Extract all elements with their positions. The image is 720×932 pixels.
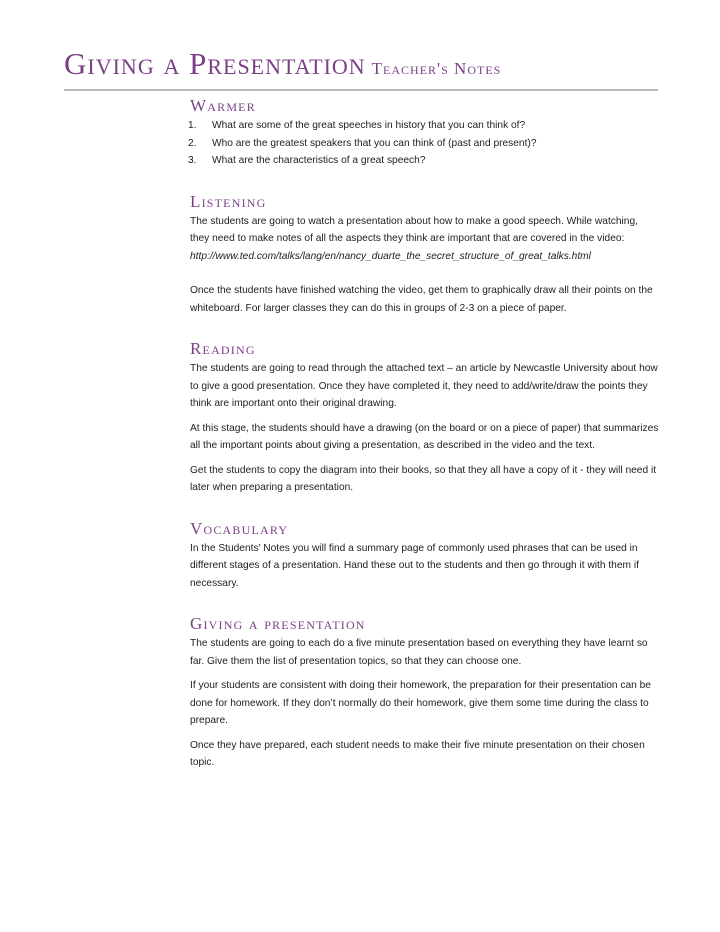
title-subtitle: Teacher's Notes: [371, 59, 502, 78]
warmer-list: [190, 117, 660, 170]
section-reading: [190, 339, 660, 497]
section-warmer: [190, 96, 660, 170]
list-number: 2.: [188, 137, 197, 149]
list-number: 1.: [188, 120, 197, 131]
page-title: [64, 48, 658, 79]
section-heading: Warmer: [190, 96, 256, 115]
list-text: What are some of the great speeches in history that you can think of?: [212, 120, 526, 131]
paragraph: At this stage, the students should have a drawing (on the board or on a piece of paper) that summarizes all the important points about giving a presentation, as described in the video and the text.: [190, 422, 659, 451]
paragraph: The students are going to read through the attached text – an article by Newcastle University about how to give a good presentation. Once they have completed it, they need to add/write/draw the points they think are important onto their original drawing.: [190, 363, 658, 409]
video-link[interactable]: http://www.ted.com/talks/lang/en/nancy_duarte_the_secret_structure_of_great_talks.html: [190, 250, 591, 262]
paragraph: The students are going to watch a presentation about how to make a good speech. While watching, they need to make notes of all the aspects they think are important that are covered in the video:: [190, 215, 638, 244]
section-giving-presentation: [190, 614, 660, 772]
section-heading: Reading: [190, 339, 256, 358]
paragraph: The students are going to each do a five minute presentation based on everything they have learnt so far. Give them the list of presentation topics, so that they can choose one.: [190, 638, 648, 667]
document-header: [64, 48, 658, 91]
list-item: [190, 152, 660, 170]
list-text: Who are the greatest speakers that you can think of (past and present)?: [212, 137, 537, 149]
section-heading: Giving a presentation: [190, 614, 366, 633]
paragraph: Once they have prepared, each student needs to make their five minute presentation on their chosen topic.: [190, 739, 645, 768]
header-divider: [64, 89, 658, 91]
list-text: What are the characteristics of a great speech?: [212, 155, 426, 166]
list-item: [190, 135, 660, 153]
title-main: Giving a Presentation: [64, 46, 366, 81]
paragraph: Once the students have finished watching the video, get them to graphically draw all their points on the whiteboard. For larger classes they can do this in groups of 2-3 on a piece of paper.: [190, 285, 653, 314]
paragraph: Get the students to copy the diagram into their books, so that they all have a copy of it - they will need it later when preparing a presentation.: [190, 464, 657, 493]
section-heading: Vocabulary: [190, 518, 289, 538]
document-body: [190, 96, 660, 794]
list-number: 3.: [188, 155, 197, 166]
section-vocabulary: [190, 519, 660, 593]
list-item: [190, 117, 660, 135]
section-listening: [190, 192, 660, 318]
paragraph: If your students are consistent with doing their homework, the preparation for their presentation can be done for homework. If they don’t normally do their homework, give them some time during the class to prepare.: [190, 680, 651, 726]
section-heading: Listening: [190, 191, 267, 211]
paragraph: In the Students’ Notes you will find a summary page of commonly used phrases that can be used in different stages of a presentation. Hand these out to the students and then go through it with them if necessary.: [190, 542, 639, 589]
